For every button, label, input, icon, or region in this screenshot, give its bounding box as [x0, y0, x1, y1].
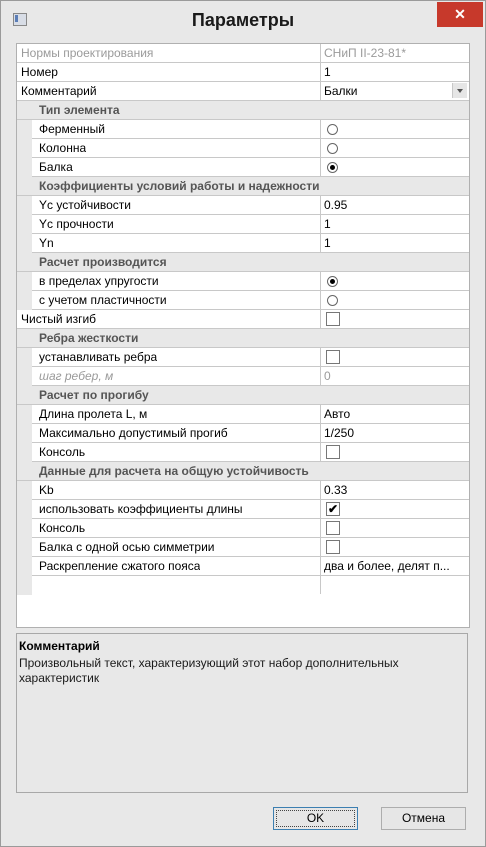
yc-stability-label: Yc устойчивости — [39, 198, 132, 212]
one-axis-symmetry-label: Балка с одной осью симметрии — [39, 540, 215, 554]
max-deflection-field[interactable]: 1/250 — [320, 424, 469, 442]
comment-select[interactable] — [320, 82, 469, 100]
beam-value-cell[interactable] — [320, 158, 469, 176]
category-title: Данные для расчета на общую устойчивость — [39, 464, 309, 478]
cancel-button[interactable]: Отмена — [381, 807, 466, 830]
row-pure-bending[interactable] — [17, 310, 469, 329]
column-radio[interactable] — [327, 143, 338, 154]
max-deflection-label: Максимально допустимый прогиб — [39, 426, 228, 440]
truss-value-cell[interactable] — [320, 120, 469, 138]
row-yc-stability[interactable] — [17, 196, 469, 215]
title-bar[interactable] — [1, 1, 485, 39]
yn-field[interactable]: 1 — [320, 234, 469, 252]
empty-value-cell — [320, 576, 469, 594]
row-yc-strength[interactable] — [17, 215, 469, 234]
row-beam[interactable] — [17, 158, 469, 177]
kb-field[interactable]: 0.33 — [320, 481, 469, 499]
bracing-label: Раскрепление сжатого пояса — [39, 559, 201, 573]
elastic-label: в пределах упругости — [39, 274, 159, 288]
truss-label: Ферменный — [39, 122, 105, 136]
one-axis-symmetry-value-cell[interactable] — [320, 538, 469, 556]
category-title: Расчет производится — [39, 255, 167, 269]
row-norms[interactable] — [17, 44, 469, 63]
install-stiffeners-checkbox[interactable] — [326, 350, 340, 364]
row-plastic[interactable] — [17, 291, 469, 310]
row-number[interactable] — [17, 63, 469, 82]
stability-cantilever-label: Консоль — [39, 521, 86, 535]
category-calculation — [17, 253, 469, 272]
stiffener-step-label: шаг ребер, м — [39, 369, 114, 383]
use-length-coeffs-label: использовать коэффициенты длины — [39, 502, 243, 516]
install-stiffeners-label: устанавливать ребра — [39, 350, 158, 364]
span-length-label: Длина пролета L, м — [39, 407, 148, 421]
row-kb[interactable] — [17, 481, 469, 500]
row-truss[interactable] — [17, 120, 469, 139]
category-title: Коэффициенты условий работы и надежности — [39, 179, 320, 193]
deflection-cantilever-checkbox[interactable] — [326, 445, 340, 459]
yc-strength-field[interactable]: 1 — [320, 215, 469, 233]
pure-bending-label: Чистый изгиб — [21, 312, 97, 326]
row-use-length-coeffs[interactable] — [17, 500, 469, 519]
row-stiffener-step — [17, 367, 469, 386]
stiffener-step-field: 0 — [320, 367, 469, 385]
yc-stability-field[interactable]: 0.95 — [320, 196, 469, 214]
category-deflection — [17, 386, 469, 405]
deflection-cantilever-label: Консоль — [39, 445, 86, 459]
comment-panel-text: Произвольный текст, характеризующий этот набор дополнительных характеристик — [19, 656, 399, 685]
one-axis-symmetry-checkbox[interactable] — [326, 540, 340, 554]
stability-cantilever-checkbox[interactable] — [326, 521, 340, 535]
plastic-label: с учетом пластичности — [39, 293, 167, 307]
window-title: Параметры — [191, 10, 295, 30]
chevron-down-icon[interactable] — [452, 83, 467, 98]
row-comment[interactable] — [17, 82, 469, 101]
row-bracing[interactable] — [17, 557, 469, 576]
pure-bending-value-cell[interactable] — [320, 310, 469, 328]
row-stability-cantilever[interactable] — [17, 519, 469, 538]
row-elastic[interactable] — [17, 272, 469, 291]
column-label: Колонна — [39, 141, 87, 155]
number-field[interactable]: 1 — [320, 63, 469, 81]
close-button[interactable]: ✕ — [437, 2, 483, 27]
property-grid — [16, 43, 470, 628]
ok-button[interactable] — [273, 807, 358, 830]
elastic-radio[interactable] — [327, 276, 338, 287]
beam-radio[interactable] — [327, 162, 338, 173]
comment-panel — [16, 633, 468, 793]
row-one-axis-symmetry[interactable] — [17, 538, 469, 557]
row-deflection-cantilever[interactable] — [17, 443, 469, 462]
row-install-stiffeners[interactable] — [17, 348, 469, 367]
norms-label: Нормы проектирования — [21, 46, 154, 60]
use-length-coeffs-checkbox[interactable]: ✔ — [327, 502, 339, 516]
stability-cantilever-value-cell[interactable] — [320, 519, 469, 537]
norms-value: СНиП II-23-81* — [320, 44, 469, 62]
category-stability — [17, 462, 469, 481]
yc-strength-label: Yc прочности — [39, 217, 114, 231]
focus-rect — [276, 810, 355, 827]
kb-label: Kb — [39, 483, 54, 497]
plastic-radio[interactable] — [327, 295, 338, 306]
yn-label: Yn — [39, 236, 54, 250]
plastic-value-cell[interactable] — [320, 291, 469, 309]
bracing-select[interactable]: два и более, делят п... — [320, 557, 469, 575]
category-coefficients — [17, 177, 469, 196]
pure-bending-checkbox[interactable] — [326, 312, 340, 326]
ok-label: OK — [306, 811, 325, 825]
row-yn[interactable] — [17, 234, 469, 253]
column-value-cell[interactable] — [320, 139, 469, 157]
category-title: Тип элемента — [39, 103, 120, 117]
category-title: Расчет по прогибу — [39, 388, 149, 402]
truss-radio[interactable] — [327, 124, 338, 135]
row-max-deflection[interactable] — [17, 424, 469, 443]
comment-panel-title: Комментарий — [19, 639, 100, 653]
deflection-cantilever-value-cell[interactable] — [320, 443, 469, 461]
comment-label: Комментарий — [21, 84, 97, 98]
category-element-type — [17, 101, 469, 120]
use-length-coeffs-value-cell[interactable] — [320, 500, 469, 518]
row-span-length[interactable] — [17, 405, 469, 424]
elastic-value-cell[interactable] — [320, 272, 469, 290]
number-label: Номер — [21, 65, 58, 79]
row-empty — [17, 576, 469, 595]
category-title: Ребра жесткости — [39, 331, 139, 345]
category-stiffeners — [17, 329, 469, 348]
beam-label: Балка — [39, 160, 73, 174]
span-length-field[interactable]: Авто — [320, 405, 469, 423]
comment-value: Балки — [324, 84, 358, 98]
install-stiffeners-value-cell[interactable] — [320, 348, 469, 366]
row-column[interactable] — [17, 139, 469, 158]
